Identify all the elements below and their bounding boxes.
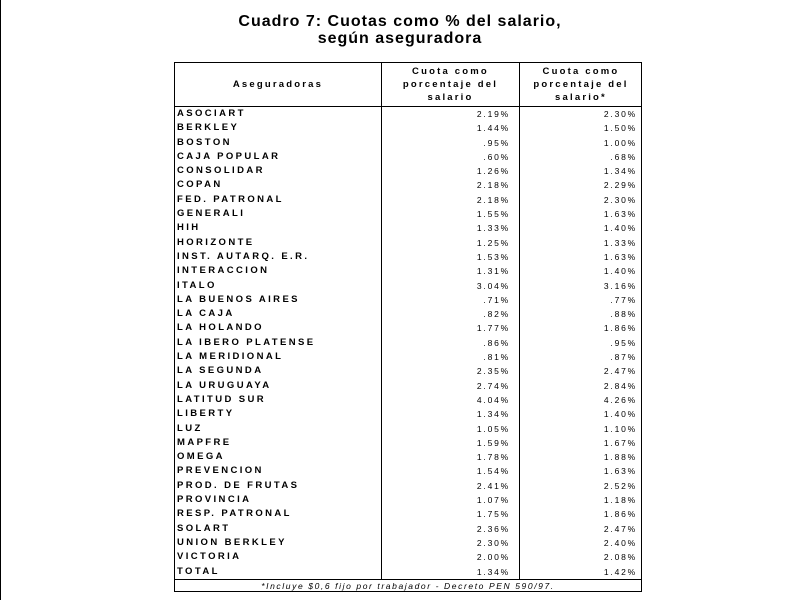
quota-value: .71%	[483, 294, 510, 305]
table-row	[175, 422, 641, 436]
table-row	[175, 565, 641, 579]
quota-with-fixed-value: .77%	[610, 294, 637, 305]
table-row	[175, 178, 641, 192]
insurer-name: BERKLEY	[177, 122, 240, 134]
header-insurers	[175, 63, 381, 106]
quota-value: 2.36%	[476, 523, 510, 534]
table-row	[175, 250, 641, 264]
header-quota-with-fixed-line: Cuota como	[542, 66, 620, 77]
quota-with-fixed-value: 1.40%	[603, 409, 637, 420]
quota-with-fixed-value: 1.67%	[603, 437, 637, 448]
quota-with-fixed-value: 1.63%	[603, 251, 637, 262]
quota-with-fixed-value: 1.63%	[603, 209, 637, 220]
table-row	[175, 393, 641, 407]
quota-with-fixed-value: 1.86%	[603, 509, 637, 520]
quota-value: 1.44%	[476, 123, 510, 134]
insurer-name: HORIZONTE	[177, 236, 255, 248]
table-row	[175, 507, 641, 521]
quota-table	[174, 62, 642, 592]
table-row	[175, 379, 641, 393]
table-row	[175, 407, 641, 421]
quota-value: .95%	[483, 137, 510, 148]
header-quota-line: Cuota como	[412, 66, 489, 77]
quota-value: 4.04%	[476, 394, 510, 405]
quota-with-fixed-value: 2.08%	[603, 552, 637, 563]
quota-with-fixed-value: .88%	[610, 309, 637, 320]
table-row	[175, 536, 641, 550]
quota-value: 1.34%	[476, 409, 510, 420]
header-quota-line: porcentaje del	[402, 79, 499, 90]
quota-with-fixed-value: 1.86%	[603, 323, 637, 334]
insurer-name: PROVINCIA	[177, 494, 252, 506]
table-row	[175, 522, 641, 536]
insurer-name: TOTAL	[177, 565, 220, 577]
table-body	[175, 107, 641, 579]
quota-with-fixed-value: 2.47%	[603, 523, 637, 534]
quota-with-fixed-value: 2.29%	[603, 180, 637, 191]
quota-with-fixed-value: 1.42%	[603, 566, 637, 577]
table-row	[175, 493, 641, 507]
table-row	[175, 221, 641, 235]
insurer-name: LA MERIDIONAL	[177, 351, 284, 363]
table-row	[175, 464, 641, 478]
quota-with-fixed-value: 1.50%	[603, 123, 637, 134]
header-quota-with-fixed-line: porcentaje del	[533, 79, 629, 90]
quota-value: 1.55%	[476, 209, 510, 220]
insurer-name: LA URUGUAYA	[177, 379, 272, 391]
quota-value: 1.31%	[476, 266, 510, 277]
quota-value: 2.18%	[476, 194, 510, 205]
quota-value: .81%	[483, 352, 510, 363]
quota-with-fixed-value: 1.10%	[603, 423, 637, 434]
quota-with-fixed-value: 1.63%	[603, 466, 637, 477]
insurer-name: LA HOLANDO	[177, 322, 264, 334]
table-row	[175, 364, 641, 378]
insurer-name: LATITUD SUR	[177, 393, 267, 405]
insurer-name: ITALO	[177, 279, 217, 291]
insurer-name: INTERACCION	[177, 265, 270, 277]
quota-with-fixed-value: 1.40%	[603, 266, 637, 277]
quota-with-fixed-value: 2.52%	[603, 480, 637, 491]
quota-with-fixed-value: 1.88%	[603, 452, 637, 463]
quota-value: 1.25%	[476, 237, 510, 248]
insurer-name: OMEGA	[177, 451, 225, 463]
page-subtitle: según aseguradora	[317, 30, 483, 47]
quota-with-fixed-value: 1.33%	[603, 237, 637, 248]
insurer-name: COPAN	[177, 179, 223, 191]
header-quota-with-fixed	[520, 63, 642, 106]
insurer-name: UNION BERKLEY	[177, 536, 287, 548]
quota-value: 1.54%	[476, 466, 510, 477]
insurer-name: LA BUENOS AIRES	[177, 293, 300, 305]
quota-value: 1.26%	[476, 166, 510, 177]
table-row	[175, 236, 641, 250]
quota-value: 1.59%	[476, 437, 510, 448]
header-quota-line: salario	[427, 92, 474, 103]
table-row	[175, 350, 641, 364]
header-quota-with-fixed-line: salario*	[555, 92, 607, 103]
insurer-name: LUZ	[177, 422, 203, 434]
insurer-name: MAPFRE	[177, 436, 232, 448]
quota-value: 1.07%	[476, 495, 510, 506]
quota-with-fixed-value: 2.40%	[603, 537, 637, 548]
table-row	[175, 293, 641, 307]
quota-value: 2.00%	[476, 552, 510, 563]
insurer-name: SOLART	[177, 522, 231, 534]
table-row	[175, 436, 641, 450]
insurer-name: INST. AUTARQ. E.R.	[177, 250, 310, 262]
table-row	[175, 336, 641, 350]
quota-with-fixed-value: 1.34%	[603, 166, 637, 177]
table-row	[175, 264, 641, 278]
quota-with-fixed-value: 4.26%	[603, 394, 637, 405]
quota-value: 3.04%	[476, 280, 510, 291]
quota-value: 2.19%	[476, 109, 510, 119]
quota-value: 2.30%	[476, 537, 510, 548]
insurer-name: CONSOLIDAR	[177, 165, 265, 177]
insurer-name: FED. PATRONAL	[177, 193, 284, 205]
insurer-name: LA CAJA	[177, 308, 235, 320]
table-row	[175, 550, 641, 564]
insurer-name: CAJA POPULAR	[177, 150, 281, 162]
table-row	[175, 479, 641, 493]
insurer-name: LIBERTY	[177, 408, 235, 420]
quota-value: 2.18%	[476, 180, 510, 191]
quota-value: .86%	[483, 337, 510, 348]
page-title: Cuadro 7: Cuotas como % del salario,	[238, 13, 562, 30]
insurer-name: BOSTON	[177, 136, 232, 148]
quota-with-fixed-value: 2.84%	[603, 380, 637, 391]
quota-with-fixed-value: 1.18%	[603, 495, 637, 506]
footnote: *Incluye $0,6 fijo por trabajador - Decreto PEN 590/97.	[261, 581, 555, 591]
insurer-name: ASOCIART	[177, 108, 246, 119]
quota-value: 1.77%	[476, 323, 510, 334]
quota-with-fixed-value: .87%	[610, 352, 637, 363]
quota-value: 1.78%	[476, 452, 510, 463]
table-row	[175, 150, 641, 164]
quota-with-fixed-value: .95%	[610, 337, 637, 348]
insurer-name: PROD. DE FRUTAS	[177, 479, 300, 491]
quota-with-fixed-value: .68%	[610, 151, 637, 162]
left-border-line	[0, 0, 1, 600]
table-row	[175, 450, 641, 464]
insurer-name: VICTORIA	[177, 551, 242, 563]
quota-value: 1.05%	[476, 423, 510, 434]
quota-value: 2.41%	[476, 480, 510, 491]
quota-with-fixed-value: 3.16%	[603, 280, 637, 291]
table-row	[175, 136, 641, 150]
quota-value: .82%	[483, 309, 510, 320]
insurer-name: GENERALI	[177, 208, 246, 220]
insurer-name: PREVENCION	[177, 465, 264, 477]
insurer-name: RESP. PATRONAL	[177, 508, 292, 520]
quota-value: 2.35%	[476, 366, 510, 377]
insurer-name: LA IBERO PLATENSE	[177, 336, 316, 348]
quota-value: .60%	[483, 151, 510, 162]
quota-value: 1.33%	[476, 223, 510, 234]
insurer-name: HIH	[177, 222, 201, 234]
table-row	[175, 164, 641, 178]
table-row	[175, 307, 641, 321]
insurer-name: LA SEGUNDA	[177, 365, 264, 377]
quota-with-fixed-value: 2.47%	[603, 366, 637, 377]
table-row	[175, 321, 641, 335]
quota-with-fixed-value: 2.30%	[603, 109, 637, 119]
quota-value: 1.34%	[476, 566, 510, 577]
table-row	[175, 193, 641, 207]
quota-value: 2.74%	[476, 380, 510, 391]
quota-with-fixed-value: 2.30%	[603, 194, 637, 205]
header-quota	[382, 63, 519, 106]
table-row	[175, 207, 641, 221]
table-row	[175, 279, 641, 293]
table-row	[175, 121, 641, 135]
quota-value: 1.53%	[476, 251, 510, 262]
header-insurers-line: Aseguradoras	[232, 79, 324, 90]
quota-with-fixed-value: 1.00%	[603, 137, 637, 148]
quota-with-fixed-value: 1.40%	[603, 223, 637, 234]
table-row	[175, 107, 641, 121]
quota-value: 1.75%	[476, 509, 510, 520]
